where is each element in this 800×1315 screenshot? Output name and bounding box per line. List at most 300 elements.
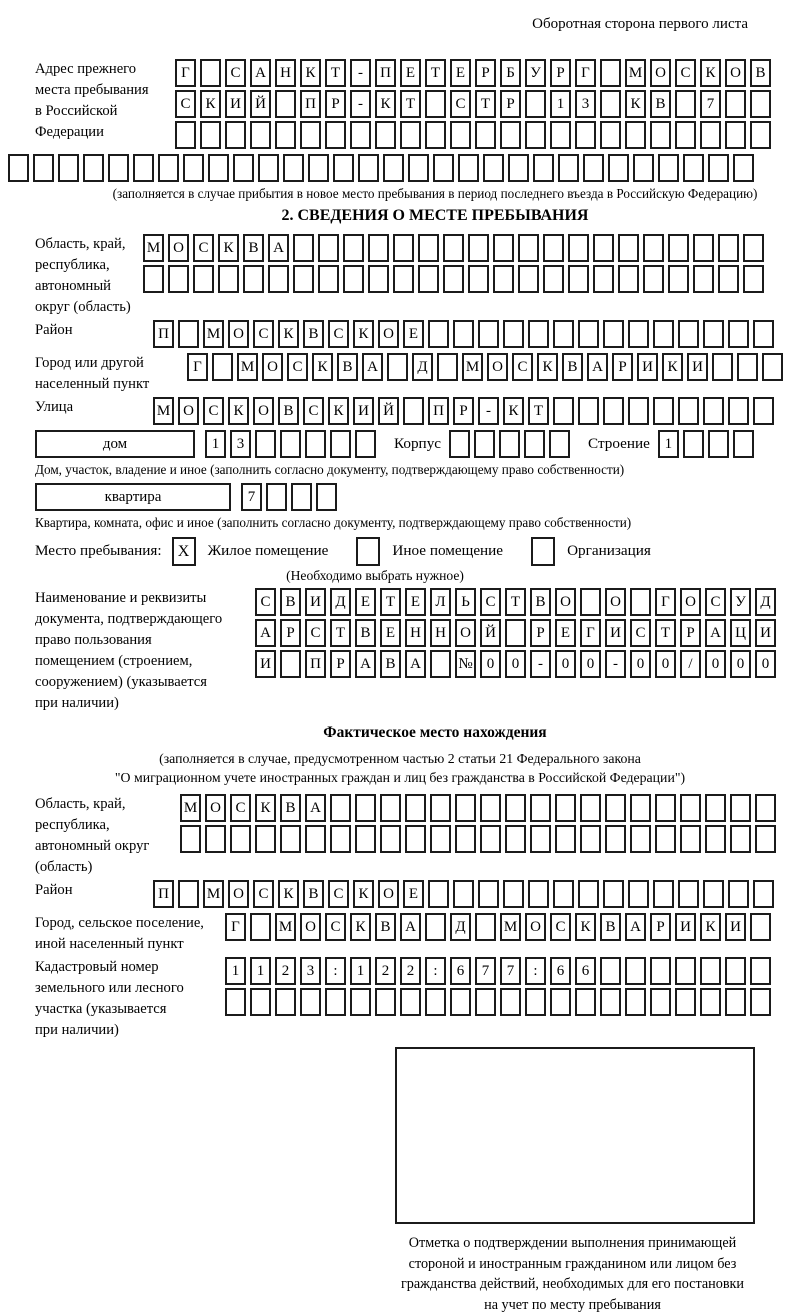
stay-type-label: Место пребывания: [35,542,162,559]
char-box: О [555,588,576,616]
char-box [443,234,464,262]
char-box [550,988,571,1016]
prev-address-rows [175,59,800,152]
char-box [678,397,699,425]
char-box [628,397,649,425]
char-box [437,353,458,381]
char-box [300,121,321,149]
char-box [680,825,701,853]
char-box [618,234,639,262]
char-box [443,265,464,293]
char-box [458,154,479,182]
char-box [525,988,546,1016]
char-box [603,320,624,348]
char-box [625,957,646,985]
cadastre-line-1 [225,957,800,985]
char-box [700,988,721,1016]
char-box: Д [755,588,776,616]
district-label: Район [35,322,73,338]
char-box [500,121,521,149]
street-row [35,397,800,428]
char-box: Т [400,90,421,118]
char-box: Е [380,619,401,647]
char-box: С [253,320,274,348]
char-box [493,234,514,262]
char-box: С [512,353,533,381]
char-box: А [268,234,289,262]
char-box: 1 [250,957,271,985]
char-box: 1 [550,90,571,118]
char-box [653,880,674,908]
char-box [675,90,696,118]
char-box [755,825,776,853]
char-box: И [755,619,776,647]
char-box: 3 [300,957,321,985]
char-box [280,650,301,678]
char-box [750,90,771,118]
char-box: К [662,353,683,381]
char-box: А [625,913,646,941]
char-box [428,320,449,348]
document-line-3 [255,650,800,678]
char-box: Е [400,59,421,87]
actual-district-line [153,880,778,908]
char-box: Т [655,619,676,647]
char-box: 0 [755,650,776,678]
region-row [35,234,800,318]
char-box: - [478,397,499,425]
char-box [330,794,351,822]
char-box [450,121,471,149]
char-box: К [228,397,249,425]
char-box [505,794,526,822]
char-box [403,397,424,425]
char-box [468,265,489,293]
char-box: О [378,880,399,908]
char-box: 0 [630,650,651,678]
char-box: 6 [450,957,471,985]
char-box: А [305,794,326,822]
char-box [625,121,646,149]
char-box [430,794,451,822]
char-box: К [353,880,374,908]
char-box: 0 [705,650,726,678]
char-box: Т [425,59,446,87]
char-box: В [303,320,324,348]
char-box [293,234,314,262]
char-box [630,825,651,853]
char-box: П [153,880,174,908]
char-box: 7 [500,957,521,985]
organization-checkbox [531,537,555,566]
char-box [280,825,301,853]
char-box: О [228,880,249,908]
char-box [743,265,764,293]
document-row [35,588,800,714]
city-label: Город или другой населенный пункт [35,355,150,392]
char-box [549,430,570,458]
apartment-label-box: квартира [35,483,231,511]
char-box [475,988,496,1016]
korpus-boxes [449,430,574,458]
char-box: 1 [205,430,226,458]
char-box: 2 [275,957,296,985]
house-label-box: дом [35,430,195,458]
char-box [8,154,29,182]
char-box: И [225,90,246,118]
house-row [35,430,800,460]
char-box: О [650,59,671,87]
char-box: / [680,650,701,678]
char-box [693,265,714,293]
char-box [525,121,546,149]
char-box: Р [280,619,301,647]
char-box [308,154,329,182]
char-box [650,957,671,985]
char-box: № [455,650,476,678]
char-box [568,265,589,293]
char-box: А [705,619,726,647]
char-box: Н [275,59,296,87]
char-box: О [378,320,399,348]
char-box: 0 [555,650,576,678]
char-box [178,880,199,908]
char-box [750,121,771,149]
char-box [250,988,271,1016]
char-box [725,90,746,118]
char-box [180,825,201,853]
char-box: О [680,588,701,616]
char-box [618,265,639,293]
char-box: С [550,913,571,941]
char-box: К [625,90,646,118]
char-box [655,794,676,822]
char-box [603,397,624,425]
street-label: Улица [35,399,74,415]
char-box [653,320,674,348]
char-box: И [725,913,746,941]
char-box: С [480,588,501,616]
char-box: С [705,588,726,616]
char-box [505,619,526,647]
char-box: С [253,880,274,908]
char-box: Т [380,588,401,616]
char-box: Г [575,59,596,87]
char-box [275,121,296,149]
char-box [580,588,601,616]
char-box [418,234,439,262]
char-box: Т [505,588,526,616]
char-box [693,234,714,262]
char-box [280,430,301,458]
char-box: 6 [575,957,596,985]
char-box: 3 [575,90,596,118]
char-box [405,794,426,822]
char-box: О [228,320,249,348]
char-box [558,154,579,182]
char-box [425,913,446,941]
char-box [425,988,446,1016]
char-box: Н [430,619,451,647]
char-box [499,430,520,458]
char-box [330,825,351,853]
char-box [200,59,221,87]
char-box: В [562,353,583,381]
apartment-boxes [241,483,341,511]
korpus-label: Корпус [394,435,442,452]
char-box [425,90,446,118]
char-box [600,988,621,1016]
char-box: В [530,588,551,616]
char-box: К [255,794,276,822]
char-box [553,397,574,425]
city-row [35,353,800,395]
char-box [762,353,783,381]
document-label: Наименование и реквизиты документа, подтверждающего право пользования помещением (строением, сооружением) (указывается при наличии) [35,590,223,711]
char-box: Р [612,353,633,381]
char-box [175,121,196,149]
actual-region-rows [180,794,800,856]
char-box: Р [530,619,551,647]
char-box: С [230,794,251,822]
char-box [300,988,321,1016]
corner-note: Оборотная сторона первого листа [532,16,748,32]
char-box [455,794,476,822]
actual-city-row [35,913,800,955]
char-box: Н [405,619,426,647]
char-box: И [605,619,626,647]
char-box: В [375,913,396,941]
char-box: А [355,650,376,678]
char-box: Й [480,619,501,647]
char-box [533,154,554,182]
char-box: Е [450,59,471,87]
char-box: К [278,320,299,348]
char-box [218,265,239,293]
char-box: В [243,234,264,262]
char-box [480,794,501,822]
char-box: - [530,650,551,678]
char-box [650,988,671,1016]
char-box: К [312,353,333,381]
char-box [600,90,621,118]
char-box: М [275,913,296,941]
char-box [255,430,276,458]
char-box [655,825,676,853]
char-box [705,794,726,822]
char-box [575,988,596,1016]
char-box [83,154,104,182]
region-line-1 [143,234,800,262]
char-box: М [237,353,258,381]
char-box: И [637,353,658,381]
char-box [368,265,389,293]
char-box: К [278,880,299,908]
char-box [380,825,401,853]
char-box: 0 [580,650,601,678]
char-box [200,121,221,149]
char-box [643,265,664,293]
char-box [753,320,774,348]
char-box: Б [500,59,521,87]
actual-district-row [35,880,800,911]
char-box [143,265,164,293]
char-box: С [175,90,196,118]
prev-address-line-4 [8,154,800,182]
region-label: Область, край, республика, автономный округ (область) [35,236,131,315]
char-box: М [180,794,201,822]
char-box [243,265,264,293]
apartment-row [35,483,800,513]
char-box [680,794,701,822]
other-premises-checkbox [356,537,380,566]
actual-region-line-1 [180,794,800,822]
char-box [350,988,371,1016]
stamp-caption: Отметка о подтверждении выполнения принимающей стороной и иностранным гражданином или лицом без гражданства действий, необходимых для его постановки на учет по месту пребывания [400,1235,745,1313]
char-box: К [300,59,321,87]
char-box [330,430,351,458]
char-box [133,154,154,182]
char-box [393,234,414,262]
char-box [608,154,629,182]
char-box: 0 [505,650,526,678]
char-box [205,825,226,853]
char-box [318,234,339,262]
prev-address-line-1 [175,59,800,87]
char-box [603,880,624,908]
char-box [653,397,674,425]
char-box [728,880,749,908]
char-box: О [168,234,189,262]
char-box: В [650,90,671,118]
char-box: 1 [350,957,371,985]
char-box [683,430,704,458]
char-box: А [362,353,383,381]
char-box [712,353,733,381]
char-box [400,121,421,149]
char-box [255,825,276,853]
char-box [233,154,254,182]
char-box: М [462,353,483,381]
stay-type-row [35,536,800,566]
char-box [478,320,499,348]
char-box: И [675,913,696,941]
char-box [387,353,408,381]
char-box [449,430,470,458]
apartment-footnote: Квартира, комната, офис и иное (заполнить согласно документу, подтверждающему право собственности) [35,515,632,530]
char-box: 0 [730,650,751,678]
char-box [683,154,704,182]
cadastre-label: Кадастровый номер земельного или лесного участка (указывается при наличии) [35,959,184,1038]
char-box: Д [412,353,433,381]
document-line-2 [255,619,800,647]
char-box: В [380,650,401,678]
char-box: Й [250,90,271,118]
char-box [178,320,199,348]
char-box: У [730,588,751,616]
char-box [583,154,604,182]
char-box [343,234,364,262]
char-box [183,154,204,182]
char-box [405,825,426,853]
char-box [550,121,571,149]
char-box: - [350,59,371,87]
char-box [733,430,754,458]
char-box [453,880,474,908]
char-box [628,320,649,348]
char-box [555,794,576,822]
actual-region-line-2 [180,825,800,853]
char-box: И [255,650,276,678]
char-box [225,988,246,1016]
char-box: Г [187,353,208,381]
char-box [358,154,379,182]
stroenie-boxes [658,430,758,458]
actual-region-label: Область, край, республика, автономный округ (область) [35,796,150,875]
char-box [208,154,229,182]
char-box [725,121,746,149]
char-box: К [700,913,721,941]
char-box [483,154,504,182]
char-box: 7 [241,483,262,511]
actual-district-label: Район [35,882,73,898]
char-box [528,320,549,348]
char-box: К [200,90,221,118]
char-box [58,154,79,182]
actual-region-row [35,794,800,878]
char-box [718,265,739,293]
char-box [750,957,771,985]
char-box [600,957,621,985]
char-box [400,988,421,1016]
char-box [728,320,749,348]
char-box [355,825,376,853]
char-box: К [375,90,396,118]
char-box [212,353,233,381]
char-box [268,265,289,293]
char-box: Т [528,397,549,425]
char-box [753,880,774,908]
char-box [283,154,304,182]
char-box: Р [550,59,571,87]
char-box [678,320,699,348]
char-box [316,483,337,511]
char-box: А [255,619,276,647]
char-box: С [675,59,696,87]
char-box [524,430,545,458]
char-box: Л [430,588,451,616]
char-box: Т [330,619,351,647]
char-box: С [325,913,346,941]
char-box: И [353,397,374,425]
char-box [708,154,729,182]
char-box: И [687,353,708,381]
char-box [668,234,689,262]
char-box: Г [580,619,601,647]
char-box: Г [655,588,676,616]
char-box [725,957,746,985]
char-box: 6 [550,957,571,985]
char-box [333,154,354,182]
char-box [555,825,576,853]
char-box [725,988,746,1016]
char-box: О [262,353,283,381]
char-box [528,880,549,908]
char-box [600,59,621,87]
char-box [383,154,404,182]
char-box [518,234,539,262]
char-box [605,794,626,822]
